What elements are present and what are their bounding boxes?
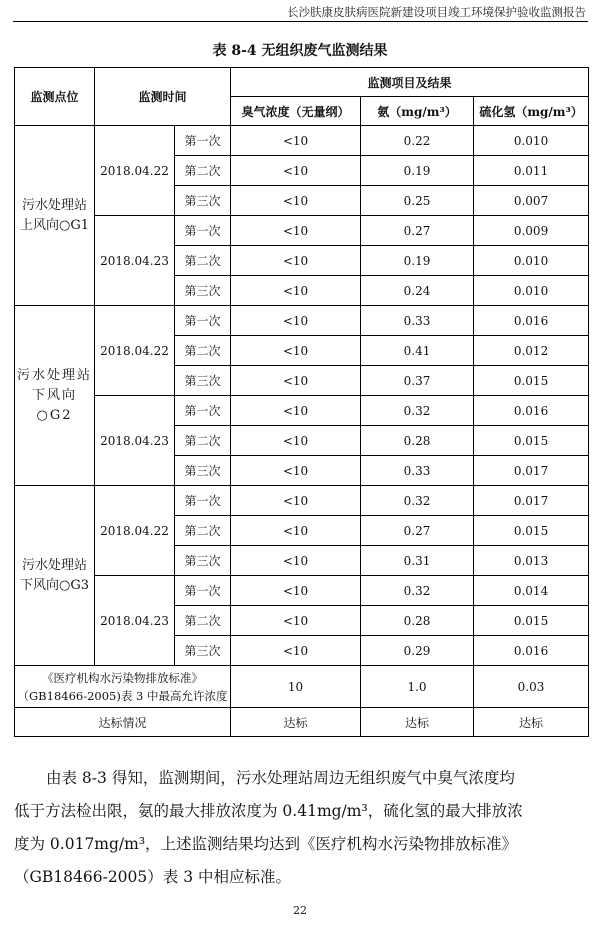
ammonia-value: 0.32	[361, 396, 474, 426]
odor-value: <10	[231, 156, 361, 186]
h2s-value: 0.015	[474, 606, 589, 636]
odor-value: <10	[231, 576, 361, 606]
sample-cell: 第二次	[175, 426, 231, 456]
date-cell: 2018.04.22	[95, 126, 175, 216]
body-line: 由表 8-3 得知，监测期间，污水处理站周边无组织废气中臭气浓度均	[46, 769, 515, 787]
body-line: （GB18466-2005）表 3 中相应标准。	[14, 868, 291, 886]
date-cell: 2018.04.23	[95, 396, 175, 486]
h2s-value: 0.016	[474, 636, 589, 666]
table-row	[15, 126, 589, 156]
table-title: 表 8-4 无组织废气监测结果	[212, 43, 388, 59]
sample-cell: 第三次	[175, 186, 231, 216]
compliance-h2s: 达标	[474, 708, 589, 737]
h2s-value: 0.010	[474, 126, 589, 156]
page-number: 22	[293, 904, 307, 917]
compliance-label: 达标情况	[15, 708, 231, 737]
table-row	[15, 486, 589, 516]
standard-label-line: （GB18466-2005)表 3 中最高允许浓度	[17, 688, 228, 703]
sample-cell: 第三次	[175, 546, 231, 576]
sample-cell: 第二次	[175, 336, 231, 366]
ammonia-value: 0.19	[361, 246, 474, 276]
body-paragraph	[14, 762, 588, 894]
header-rule	[13, 21, 588, 22]
location-line: 污水处理站	[21, 557, 87, 573]
sample-cell: 第二次	[175, 606, 231, 636]
ammonia-value: 0.33	[361, 306, 474, 336]
sample-cell: 第一次	[175, 576, 231, 606]
standard-odor: 10	[231, 666, 361, 708]
odor-value: <10	[231, 636, 361, 666]
sample-cell: 第二次	[175, 516, 231, 546]
odor-value: <10	[231, 336, 361, 366]
location-line: 上风向○G1	[20, 217, 89, 233]
ammonia-value: 0.28	[361, 606, 474, 636]
header-ammonia: 氨（mg/m³）	[361, 97, 474, 126]
compliance-odor: 达标	[231, 708, 361, 737]
monitoring-results-table	[14, 67, 589, 737]
odor-value: <10	[231, 216, 361, 246]
odor-value: <10	[231, 516, 361, 546]
body-line: 度为 0.017mg/m³，上述监测结果均达到《医疗机构水污染物排放标准》	[14, 835, 518, 853]
h2s-value: 0.016	[474, 306, 589, 336]
table-row	[15, 396, 589, 426]
ammonia-value: 0.33	[361, 456, 474, 486]
ammonia-value: 0.22	[361, 126, 474, 156]
sample-cell: 第二次	[175, 246, 231, 276]
location-line: 污水处理站	[16, 367, 92, 383]
h2s-value: 0.009	[474, 216, 589, 246]
sample-cell: 第三次	[175, 456, 231, 486]
sample-cell: 第一次	[175, 486, 231, 516]
h2s-value: 0.011	[474, 156, 589, 186]
date-cell: 2018.04.22	[95, 306, 175, 396]
location-line: 污水处理站	[21, 197, 87, 213]
sample-cell: 第一次	[175, 216, 231, 246]
location-cell	[15, 306, 95, 486]
date-cell: 2018.04.23	[95, 576, 175, 666]
location-cell	[15, 486, 95, 666]
h2s-value: 0.014	[474, 576, 589, 606]
h2s-value: 0.012	[474, 336, 589, 366]
ammonia-value: 0.31	[361, 546, 474, 576]
location-cell	[15, 126, 95, 306]
header-items-group: 监测项目及结果	[231, 68, 589, 97]
ammonia-value: 0.32	[361, 576, 474, 606]
location-line: 下风向○G2	[31, 387, 77, 423]
h2s-value: 0.007	[474, 186, 589, 216]
odor-value: <10	[231, 276, 361, 306]
h2s-value: 0.010	[474, 276, 589, 306]
running-header: 长沙肤康皮肤病医院新建设项目竣工环境保护验收监测报告	[287, 5, 586, 19]
standard-ammonia: 1.0	[361, 666, 474, 708]
odor-value: <10	[231, 606, 361, 636]
odor-value: <10	[231, 396, 361, 426]
h2s-value: 0.015	[474, 516, 589, 546]
odor-value: <10	[231, 186, 361, 216]
ammonia-value: 0.27	[361, 216, 474, 246]
odor-value: <10	[231, 126, 361, 156]
location-line: 下风向○G3	[20, 577, 89, 593]
compliance-ammonia: 达标	[361, 708, 474, 737]
odor-value: <10	[231, 486, 361, 516]
sample-cell: 第三次	[175, 276, 231, 306]
compliance-row	[15, 708, 589, 737]
ammonia-value: 0.37	[361, 366, 474, 396]
sample-cell: 第三次	[175, 366, 231, 396]
odor-value: <10	[231, 306, 361, 336]
header-location: 监测点位	[15, 68, 95, 126]
sample-cell: 第一次	[175, 396, 231, 426]
table-row	[15, 576, 589, 606]
ammonia-value: 0.19	[361, 156, 474, 186]
h2s-value: 0.016	[474, 396, 589, 426]
ammonia-value: 0.32	[361, 486, 474, 516]
ammonia-value: 0.24	[361, 276, 474, 306]
ammonia-value: 0.29	[361, 636, 474, 666]
body-line: 低于方法检出限，氨的最大排放浓度为 0.41mg/m³，硫化氢的最大排放浓	[14, 802, 523, 820]
h2s-value: 0.015	[474, 366, 589, 396]
table-row	[15, 216, 589, 246]
h2s-value: 0.017	[474, 486, 589, 516]
header-h2s: 硫化氢（mg/m³）	[474, 97, 589, 126]
odor-value: <10	[231, 456, 361, 486]
odor-value: <10	[231, 546, 361, 576]
sample-cell: 第一次	[175, 306, 231, 336]
header-time: 监测时间	[95, 68, 231, 126]
odor-value: <10	[231, 426, 361, 456]
h2s-value: 0.015	[474, 426, 589, 456]
date-cell: 2018.04.23	[95, 216, 175, 306]
sample-cell: 第二次	[175, 156, 231, 186]
h2s-value: 0.013	[474, 546, 589, 576]
table-body	[15, 126, 589, 737]
standard-label	[15, 666, 231, 708]
ammonia-value: 0.27	[361, 516, 474, 546]
odor-value: <10	[231, 366, 361, 396]
standard-h2s: 0.03	[474, 666, 589, 708]
odor-value: <10	[231, 246, 361, 276]
standard-row	[15, 666, 589, 708]
standard-label-line: 《医疗机构水污染物排放标准》	[42, 670, 203, 685]
ammonia-value: 0.41	[361, 336, 474, 366]
sample-cell: 第一次	[175, 126, 231, 156]
table-row	[15, 306, 589, 336]
ammonia-value: 0.25	[361, 186, 474, 216]
date-cell: 2018.04.22	[95, 486, 175, 576]
h2s-value: 0.017	[474, 456, 589, 486]
h2s-value: 0.010	[474, 246, 589, 276]
ammonia-value: 0.28	[361, 426, 474, 456]
sample-cell: 第三次	[175, 636, 231, 666]
header-odor: 臭气浓度（无量纲）	[231, 97, 361, 126]
